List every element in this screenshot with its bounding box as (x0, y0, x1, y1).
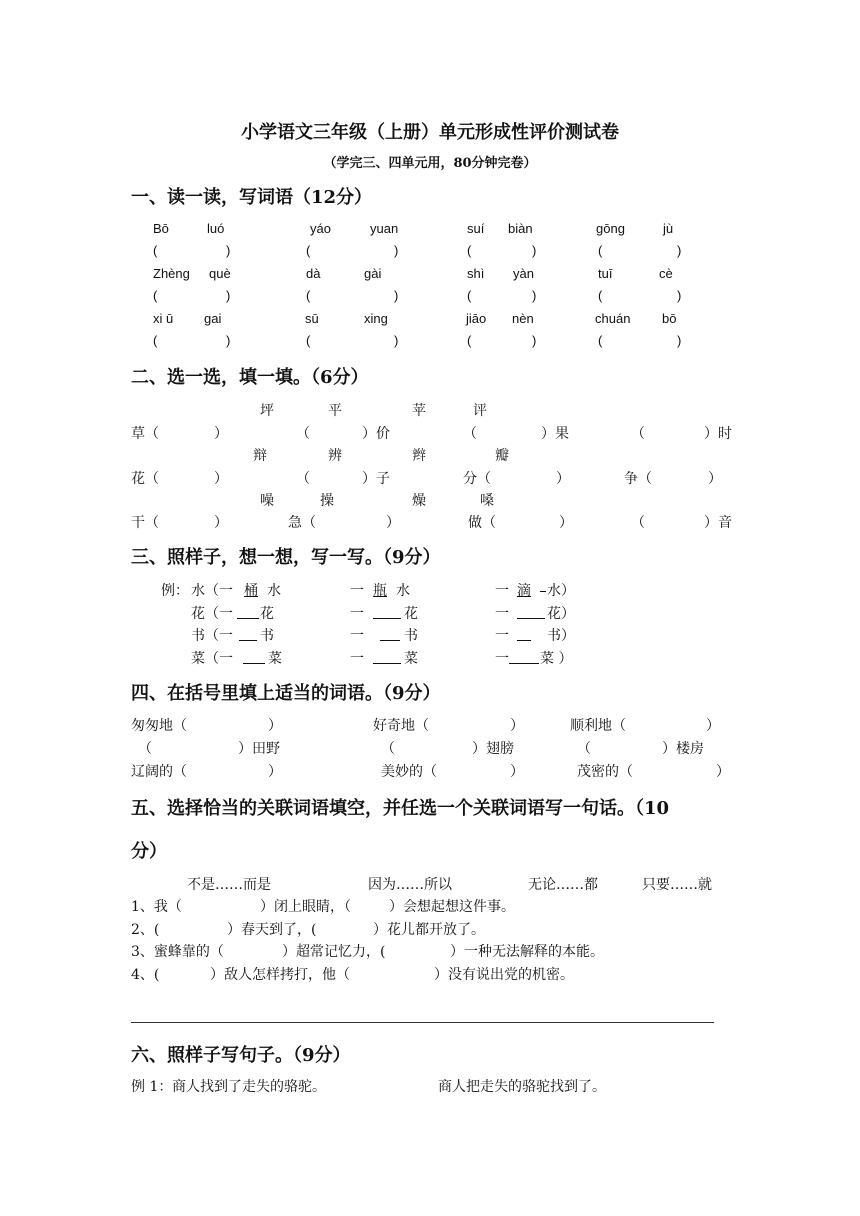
example-measure-word: 滴 (517, 583, 531, 599)
pinyin: gōng (596, 221, 625, 236)
fill-prompt: （ (577, 741, 591, 757)
answer-paren-close: ) (532, 333, 537, 348)
fill-prompt: ） (716, 764, 730, 780)
section-2-heading: 二、选一选，填一填。（6分） (131, 367, 369, 388)
measure-prompt: 菜（一 (191, 651, 233, 667)
pinyin: shì (467, 266, 485, 281)
fill-prompt: 茂密的（ (577, 764, 633, 780)
option-char: 平 (328, 403, 342, 419)
question-text: ）花儿都开放了。 (373, 922, 485, 938)
example-text: 水） (547, 583, 575, 599)
pinyin: gài (364, 266, 382, 281)
question-text: 3、蜜蜂靠的（ (131, 944, 224, 960)
answer-paren-open: ( (467, 288, 472, 303)
pinyin: biàn (508, 221, 533, 236)
fill-prompt: ） (708, 471, 722, 487)
pinyin: gai (204, 311, 222, 326)
question-text: ）超常记忆力，( (282, 944, 386, 960)
fill-prompt: （ (296, 426, 310, 442)
answer-paren-open: ( (153, 333, 158, 348)
measure-prompt: 一 (350, 606, 364, 622)
pinyin: Bō (153, 221, 169, 236)
fill-prompt: ）楼房 (662, 741, 704, 757)
fill-prompt: ） (214, 471, 228, 487)
fill-prompt: 争（ (624, 471, 652, 487)
example-sentence: 商人找到了走失的骆驼。 (172, 1079, 326, 1095)
fill-prompt: ） (268, 764, 282, 780)
answer-paren-close: ) (226, 333, 231, 348)
fill-prompt: ）时 (704, 426, 732, 442)
answer-blank[interactable] (239, 640, 257, 641)
fill-prompt: ） (510, 764, 524, 780)
measure-prompt: 一 (495, 606, 509, 622)
measure-prompt: 一 (350, 651, 364, 667)
question-text: ）敌人怎样拷打，他（ (210, 967, 350, 983)
answer-paren-close: ) (677, 288, 682, 303)
pinyin: tuī (598, 266, 613, 281)
option-char: 辫 (412, 448, 426, 464)
fill-prompt: （ (381, 741, 395, 757)
fill-prompt: ） (268, 718, 282, 734)
option-char: 噪 (260, 493, 274, 509)
measure-prompt: 花 (260, 606, 274, 622)
question-text: 1、我（ (131, 899, 182, 915)
answer-paren-close: ) (226, 243, 231, 258)
fill-prompt: ） (706, 718, 720, 734)
answer-paren-open: ( (153, 243, 158, 258)
answer-paren-open: ( (153, 288, 158, 303)
answer-paren-open: ( (306, 243, 311, 258)
fill-prompt: 辽阔的（ (131, 764, 187, 780)
answer-paren-open: ( (598, 288, 603, 303)
pinyin: què (209, 266, 231, 281)
example-text: 水（一 (191, 583, 233, 599)
answer-line[interactable] (131, 1022, 714, 1023)
question-text: ）一种无法解释的本能。 (450, 944, 604, 960)
pinyin: nèn (512, 311, 534, 326)
fill-prompt: ）子 (362, 471, 390, 487)
measure-prompt: 花） (547, 606, 575, 622)
answer-blank[interactable] (380, 640, 400, 641)
question-text: ）闭上眼睛，（ (260, 899, 351, 915)
pinyin: suí (467, 221, 485, 236)
measure-prompt: 菜 ） (540, 651, 573, 667)
section-1-heading: 一、读一读，写词语（12分） (131, 187, 373, 208)
fill-prompt: 分（ (463, 471, 491, 487)
measure-prompt: 菜 (268, 651, 282, 667)
fill-prompt: 好奇地（ (373, 718, 429, 734)
example-measure-word: 桶 (244, 583, 258, 599)
measure-prompt: 书（一 (191, 628, 233, 644)
question-text: ）没有说出党的机密。 (434, 967, 574, 983)
page-title: 小学语文三年级（上册）单元形成性评价测试卷 (241, 122, 619, 143)
fill-prompt: （ (463, 426, 477, 442)
pinyin: dà (306, 266, 321, 281)
example-label: 例 1： (131, 1079, 173, 1095)
example-measure-word: 瓶 (373, 583, 387, 599)
answer-paren-open: ( (598, 243, 603, 258)
answer-blank[interactable] (237, 618, 259, 619)
pinyin: xi ū (153, 311, 174, 326)
fill-prompt: 做（ (468, 515, 496, 531)
pinyin: jù (663, 221, 674, 236)
example-label: 例： (161, 583, 189, 599)
fill-prompt: （ (631, 515, 645, 531)
section-3-heading: 三、照样子，想一想，写一写。（9分） (131, 547, 441, 568)
answer-paren-open: ( (467, 333, 472, 348)
fill-prompt: 顺利地（ (570, 718, 626, 734)
fill-prompt: （ (631, 426, 645, 442)
option-char: 操 (320, 493, 334, 509)
measure-prompt: 书 (404, 628, 418, 644)
answer-blank[interactable] (243, 663, 265, 664)
fill-prompt: ） (510, 718, 524, 734)
example-sentence: 商人把走失的骆驼找到了。 (438, 1079, 606, 1095)
measure-prompt: 一 (495, 651, 509, 667)
example-text: 水 (396, 583, 410, 599)
question-text: 4、( (131, 967, 160, 983)
pinyin: yàn (513, 266, 534, 281)
fill-prompt: 草（ (131, 426, 159, 442)
example-text: 一 (495, 583, 509, 599)
answer-blank[interactable] (517, 640, 531, 641)
option-char: 辨 (328, 448, 342, 464)
pinyin: yáo (310, 221, 331, 236)
fill-prompt: 美妙的（ (381, 764, 437, 780)
fill-prompt: ） (559, 515, 573, 531)
fill-prompt: ）田野 (238, 741, 280, 757)
fill-prompt: ）价 (362, 426, 390, 442)
option-char: 嗓 (480, 493, 494, 509)
blank-line (540, 580, 546, 596)
measure-prompt: 一 (495, 628, 509, 644)
option-char: 辩 (253, 448, 267, 464)
pinyin: cè (659, 266, 673, 281)
pinyin: bō (662, 311, 677, 326)
measure-prompt: 花 (404, 606, 418, 622)
answer-paren-close: ) (394, 333, 399, 348)
answer-paren-close: ) (677, 333, 682, 348)
section-6-heading: 六、照样子写句子。（9分） (131, 1045, 351, 1066)
answer-paren-close: ) (532, 288, 537, 303)
measure-prompt: 菜 (404, 651, 418, 667)
option-char: 燥 (412, 493, 426, 509)
measure-prompt: 书） (547, 628, 575, 644)
measure-prompt: 一 (350, 628, 364, 644)
pinyin: yuan (370, 221, 399, 236)
fill-prompt: ） (214, 515, 228, 531)
answer-paren-open: ( (598, 333, 603, 348)
fill-prompt: ）翅膀 (472, 741, 514, 757)
fill-prompt: 干（ (131, 515, 159, 531)
measure-prompt: 书 (260, 628, 274, 644)
fill-prompt: （ (138, 741, 152, 757)
pinyin: chuán (595, 311, 631, 326)
answer-paren-open: ( (467, 243, 472, 258)
option-char: 评 (473, 403, 487, 419)
conjunction-option: 只要……就 (642, 877, 712, 893)
fill-prompt: （ (296, 471, 310, 487)
fill-prompt: ） (556, 471, 570, 487)
fill-prompt: ） (214, 426, 228, 442)
page-subtitle: （学完三、四单元用，80分钟完卷） (323, 156, 537, 171)
section-4-heading: 四、在括号里填上适当的词语。（9分） (131, 683, 441, 704)
question-text: ）会想起想这件事。 (389, 899, 515, 915)
example-text: 水 (267, 583, 281, 599)
answer-blank[interactable] (373, 663, 401, 664)
answer-blank[interactable] (517, 618, 545, 619)
question-text: ）春天到了，( (227, 922, 317, 938)
answer-paren-close: ) (394, 288, 399, 303)
fill-prompt: 急（ (288, 515, 316, 531)
answer-paren-close: ) (532, 243, 537, 258)
answer-paren-close: ) (394, 243, 399, 258)
section-5-heading: 五、选择恰当的关联词语填空，并任选一个关联词语写一句话。（10 (131, 798, 670, 819)
answer-paren-close: ) (226, 288, 231, 303)
fill-prompt: ）果 (541, 426, 569, 442)
measure-prompt: 花（一 (191, 606, 233, 622)
fill-prompt: 花（ (131, 471, 159, 487)
section-5-heading-cont: 分） (131, 841, 167, 862)
answer-blank[interactable] (509, 663, 539, 664)
example-text: 一 (350, 583, 364, 599)
conjunction-option: 因为……所以 (368, 877, 452, 893)
pinyin: jiāo (466, 311, 487, 326)
pinyin: sū (305, 311, 319, 326)
answer-paren-open: ( (306, 288, 311, 303)
option-char: 坪 (260, 403, 274, 419)
conjunction-option: 不是……而是 (187, 877, 271, 893)
answer-blank[interactable] (373, 618, 401, 619)
pinyin: xing (364, 311, 388, 326)
answer-paren-open: ( (306, 333, 311, 348)
option-char: 苹 (412, 403, 426, 419)
fill-prompt: ） (386, 515, 400, 531)
pinyin: Zhèng (153, 266, 190, 281)
fill-prompt: 匆匆地（ (131, 718, 187, 734)
fill-prompt: ）音 (704, 515, 732, 531)
pinyin: luó (207, 221, 225, 236)
conjunction-option: 无论……都 (528, 877, 598, 893)
answer-paren-close: ) (677, 243, 682, 258)
question-text: 2、( (131, 922, 160, 938)
option-char: 瓣 (495, 448, 509, 464)
